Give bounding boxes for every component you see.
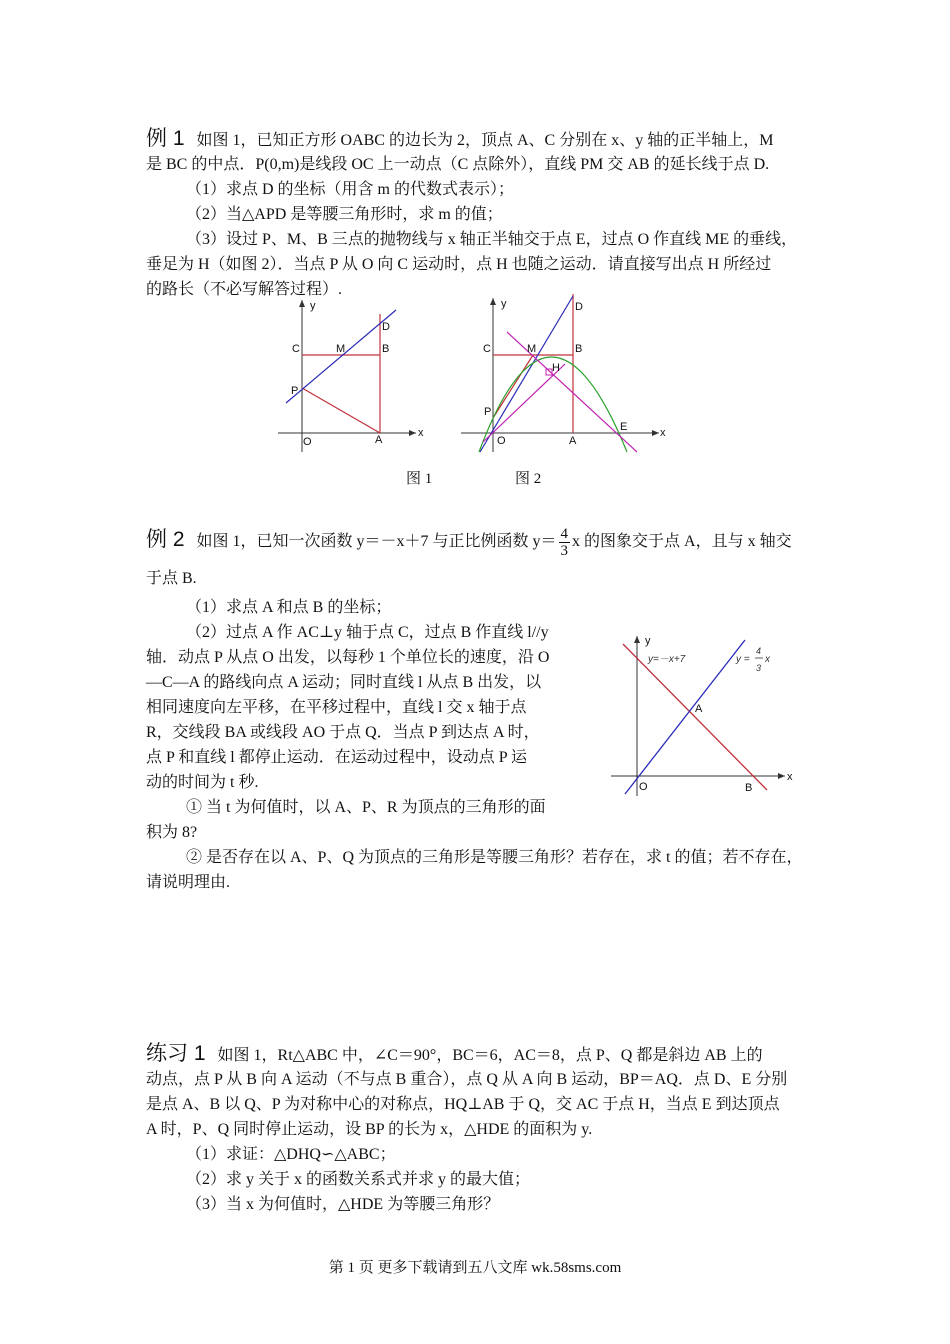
ex2-question-1: （1）求点 A 和点 B 的坐标；: [186, 599, 392, 616]
fig2-label-A: A: [569, 435, 577, 447]
ex2-fig-label-B: B: [745, 782, 753, 794]
figure-2-caption: 图 2: [515, 471, 542, 487]
ex2-heading: 例 2: [146, 528, 185, 551]
fig2-label-M: M: [527, 343, 537, 355]
figure-1: [270, 292, 430, 462]
ex2-line-2: 于点 B.: [146, 570, 197, 587]
fig1-label-C: C: [292, 343, 300, 355]
ex2-fig-frac-num: 4: [756, 646, 762, 656]
ex1-question-3a: （3）设过 P、M、B 三点的抛物线与 x 轴正半轴交于点 E，过点 O 作直线 ME 的垂线，: [186, 231, 798, 248]
fig2-label-P: P: [484, 406, 492, 418]
fig2-label-y: y: [501, 298, 507, 310]
ex2-question-2b: 轴．动点 P 从点 O 出发，以每秒 1 个单位长的速度，沿 O: [146, 649, 550, 666]
fig2-label-B: B: [575, 343, 583, 355]
ex2-fig-frac-den: 3: [756, 663, 762, 673]
practice1-heading: 练习 1: [146, 1042, 206, 1065]
ex2-subquestion-1a: ① 当 t 为何值时，以 A、P、R 为顶点的三角形的面: [186, 799, 546, 816]
ex2-fig-label-x: x: [787, 771, 793, 783]
ex2-fig-label-A: A: [695, 703, 703, 715]
ex2-question-2e: R，交线段 BA 或线段 AO 于点 Q．当点 P 到达点 A 时，: [146, 724, 540, 741]
fig2-label-D: D: [575, 301, 583, 313]
ex2-fig-line2-prefix: y =: [736, 654, 750, 665]
fig1-label-O: O: [303, 436, 312, 448]
ex1-question-2: （2）当△APD 是等腰三角形时，求 m 的值；: [186, 206, 503, 223]
fig2-label-O: O: [497, 435, 506, 447]
ex1-line-2: 是 BC 的中点．P(0,m)是线段 OC 上一动点（C 点除外），直线 PM 交 AB 的延长线于点 D.: [146, 156, 770, 173]
practice1-question-1: （1）求证：△DHQ∽△ABC；: [186, 1146, 396, 1163]
fig1-label-x: x: [418, 427, 424, 439]
page-footer: 第 1 页 更多下载请到五八文库 wk.58sms.com: [328, 1260, 622, 1276]
practice1-question-3: （3）当 x 为何值时，△HDE 为等腰三角形？: [186, 1196, 500, 1213]
fig1-label-P: P: [291, 385, 299, 397]
ex2-question-2a: （2）过点 A 作 AC⊥y 轴于点 C，过点 B 作直线 l//y: [186, 624, 549, 641]
figure-2: [455, 292, 670, 462]
fig2-label-x: x: [660, 427, 666, 439]
ex2-subquestion-1b: 积为 8?: [146, 824, 198, 841]
ex2-figure: [605, 628, 800, 800]
ex2-question-2c: —C—A 的路线向点 A 运动；同时直线 l 从点 B 出发，以: [146, 674, 542, 691]
ex2-question-2d: 相同速度向左平移，在平移过程中，直线 l 交 x 轴于点: [146, 699, 527, 716]
ex2-fig-label-y: y: [645, 635, 651, 647]
ex2-subquestion-2a: ② 是否存在以 A、P、Q 为顶点的三角形是等腰三角形？若存在，求 t 的值；若不存在，: [186, 849, 803, 866]
fig1-label-B: B: [382, 343, 390, 355]
practice1-line-2: 动点，点 P 从 B 向 A 运动（不与点 B 重合），点 Q 从 A 向 B 运动，BP＝AQ．点 D、E 分别: [146, 1071, 788, 1088]
fig2-label-H: H: [552, 362, 560, 374]
ex1-heading: 例 1: [146, 127, 185, 150]
fig1-label-y: y: [310, 300, 316, 312]
ex1-question-1: （1）求点 D 的坐标（用含 m 的代数式表示）；: [186, 181, 515, 198]
fig2-label-C: C: [483, 343, 491, 355]
ex2-subquestion-2b: 请说明理由.: [146, 874, 231, 891]
ex2-fig-line1-label: y=－x+7: [648, 654, 686, 665]
fig2-label-E: E: [620, 421, 628, 433]
figure-1-caption: 图 1: [406, 471, 433, 487]
practice1-line-1: 练习 1 如图 1，Rt△ABC 中，∠C＝90°，BC＝6，AC＝8，点 P、Q 都是斜边 AB 上的: [146, 1042, 763, 1065]
ex2-fig-label-O: O: [639, 781, 648, 793]
practice1-line-3: 是点 A、B 以 Q、P 为对称中心的对称点，HQ⊥AB 于 Q，交 AC 于点 H，当点 E 到达顶点: [146, 1096, 780, 1113]
ex2-fraction: $\frac{4}{3}$: [560, 525, 569, 559]
ex2-line-1: 例 2 如图 1，已知一次函数 y＝－x＋7 与正比例函数 y＝ $\frac{4}{3}$ x 的图象交于点 A，且与 x 轴交: [146, 525, 792, 559]
practice1-line-4: A 时，P、Q 同时停止运动，设 BP 的长为 x，△HDE 的面积为 y.: [146, 1121, 593, 1138]
ex2-question-2f: 点 P 和直线 l 都停止运动．在运动过程中，设动点 P 运: [146, 749, 528, 766]
ex1-question-3b: 垂足为 H（如图 2）．当点 P 从 O 向 C 运动时，点 H 也随之运动．请直接写出点 H 所经过: [146, 256, 772, 273]
fig1-label-M: M: [336, 343, 346, 355]
fig1-label-A: A: [375, 434, 383, 446]
ex2-fig-line2-suffix: x: [765, 654, 770, 665]
ex1-line-1: 例 1 如图 1，已知正方形 OABC 的边长为 2，顶点 A、C 分别在 x、y 轴的正半轴上，M: [146, 127, 774, 150]
practice1-question-2: （2）求 y 关于 x 的函数关系式并求 y 的最大值；: [186, 1171, 531, 1188]
ex1-question-3c: 的路长（不必写解答过程）.: [146, 281, 343, 298]
fig1-label-D: D: [382, 321, 390, 333]
ex2-question-2g: 动的时间为 t 秒.: [146, 774, 259, 791]
